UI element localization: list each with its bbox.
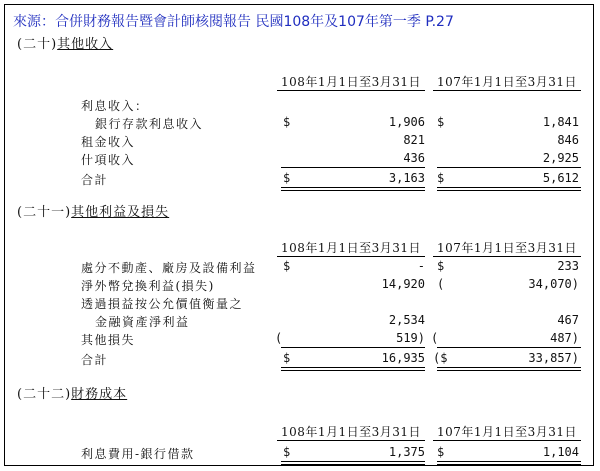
value-107: 1,841 bbox=[542, 115, 579, 129]
total-double-rule bbox=[281, 187, 425, 191]
value-107: 34,070) bbox=[528, 277, 579, 291]
total-108: 3,163 bbox=[388, 171, 425, 185]
row-label: 利息收入： bbox=[81, 99, 149, 113]
paren-open: ( bbox=[275, 331, 283, 345]
value-107: 2,925 bbox=[542, 151, 579, 165]
row-label: 透過損益按公允價值衡量之 bbox=[81, 297, 244, 311]
value-107: 487) bbox=[550, 331, 579, 345]
value-107: 233 bbox=[557, 259, 579, 273]
total-double-rule bbox=[281, 461, 425, 465]
currency-symbol: $ bbox=[283, 445, 291, 459]
period-header-108: 108年1月1日至3月31日 bbox=[277, 73, 425, 91]
row-label: 租金收入 bbox=[81, 135, 136, 149]
section-heading: 其他收入 bbox=[57, 37, 114, 52]
paren-open: ( bbox=[437, 277, 445, 291]
period-header-107: 107年1月1日至3月31日 bbox=[433, 423, 581, 441]
row-label: 金融資產淨利益 bbox=[95, 315, 190, 329]
row-label: 銀行存款利息收入 bbox=[95, 117, 204, 131]
currency-symbol: $ bbox=[283, 115, 291, 129]
value-108: 14,920 bbox=[381, 277, 425, 291]
value-107: 1,104 bbox=[542, 445, 579, 459]
row-label: 利息費用-銀行借款 bbox=[81, 447, 195, 461]
total-double-rule bbox=[437, 461, 581, 465]
row-label: 其他損失 bbox=[81, 333, 136, 347]
row-label: 處分不動產、廠房及設備利益 bbox=[81, 261, 257, 275]
subtotal-rule bbox=[281, 167, 425, 168]
value-108: 1,906 bbox=[388, 115, 425, 129]
currency-symbol: $ bbox=[283, 171, 291, 185]
value-108: 519) bbox=[396, 331, 425, 345]
value-108: 436 bbox=[403, 151, 425, 165]
total-double-rule bbox=[437, 187, 581, 191]
total-107: 33,857) bbox=[528, 351, 579, 365]
subtotal-rule bbox=[437, 167, 581, 168]
section-title-21 bbox=[17, 201, 169, 220]
period-header-107: 107年1月1日至3月31日 bbox=[433, 239, 581, 257]
row-label: 什項收入 bbox=[81, 153, 136, 167]
value-108: 821 bbox=[403, 133, 425, 147]
section-title-20 bbox=[17, 33, 113, 52]
currency-symbol: $ bbox=[437, 115, 445, 129]
section-heading: 其他利益及損失 bbox=[71, 205, 170, 220]
row-label: 合計 bbox=[81, 353, 109, 367]
section-number: (二十) bbox=[17, 37, 58, 52]
row-label: 合計 bbox=[81, 173, 109, 187]
period-header-108: 108年1月1日至3月31日 bbox=[277, 423, 425, 441]
value-107: 467 bbox=[557, 313, 579, 327]
row-label: 淨外幣兌換利益(損失) bbox=[81, 279, 215, 293]
document-frame bbox=[4, 4, 594, 466]
section-number: (二十二) bbox=[17, 387, 72, 402]
total-108: 16,935 bbox=[381, 351, 425, 365]
section-title-22 bbox=[17, 383, 127, 402]
source-caption: 來源：合併財務報告暨會計師核閱報告 民國108年及107年第一季 P.27 bbox=[13, 14, 454, 30]
currency-symbol: $ bbox=[437, 445, 445, 459]
period-header-108: 108年1月1日至3月31日 bbox=[277, 239, 425, 257]
currency-symbol: $ bbox=[437, 259, 445, 273]
subtotal-rule bbox=[281, 347, 425, 348]
value-108: 1,375 bbox=[388, 445, 425, 459]
currency-symbol: $ bbox=[283, 259, 291, 273]
total-107: 5,612 bbox=[542, 171, 579, 185]
section-number: (二十一) bbox=[17, 205, 72, 220]
value-108: - bbox=[417, 259, 425, 273]
currency-symbol: $ bbox=[283, 351, 291, 365]
value-108: 2,534 bbox=[388, 313, 425, 327]
paren-open: ( bbox=[431, 331, 439, 345]
section-heading: 財務成本 bbox=[71, 387, 128, 402]
subtotal-rule bbox=[437, 347, 581, 348]
currency-symbol: $ bbox=[437, 171, 445, 185]
total-double-rule bbox=[437, 367, 581, 371]
period-header-107: 107年1月1日至3月31日 bbox=[433, 73, 581, 91]
currency-symbol: ($ bbox=[433, 351, 448, 365]
total-double-rule bbox=[281, 367, 425, 371]
value-107: 846 bbox=[557, 133, 579, 147]
